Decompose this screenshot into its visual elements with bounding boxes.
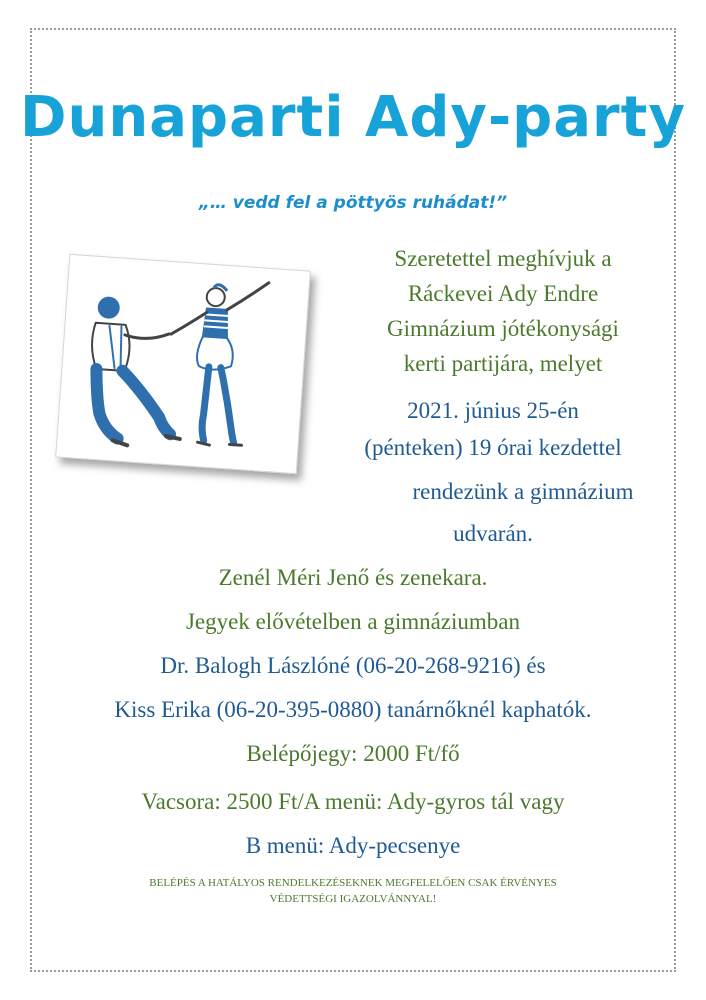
event-venue-line-1: rendezünk a gimnázium [412,479,634,504]
event-date: 2021. június 25-én [407,398,579,423]
dancing-couple-illustration [55,254,311,474]
invitation-line-1: Szeretettel meghívjuk a [394,246,612,271]
invitation-line-4: kerti partijára, melyet [403,351,603,376]
menu-b: B menü: Ady-pecsenye [245,833,461,858]
dancing-couple-drawing [56,255,310,473]
entry-notice-line-1: BELÉPÉS A HATÁLYOS RENDELKEZÉSEKNEK MEGFELELŐEN CSAK ÉRVÉNYES [149,877,557,889]
dinner-price: Vacsora: 2500 Ft/A menü: Ady-gyros tál vagy [141,789,565,814]
invitation-line-3: Gimnázium jótékonysági [387,316,619,341]
man-figure [85,296,189,449]
event-start-time: (pénteken) 19 órai kezdettel [364,435,622,460]
event-venue-line-2: udvarán. [453,521,533,546]
tickets-intro: Jegyek elővételben a gimnáziumban [185,609,521,634]
ticket-contact-1: Dr. Balogh Lászlóné (06-20-268-9216) és [160,653,546,678]
entry-notice [60,875,646,907]
woman-figure [164,276,269,448]
invitation-line-2: Ráckevei Ady Endre [407,281,599,306]
music-info: Zenél Méri Jenő és zenekara. [218,565,488,590]
entry-notice-line-2: VÉDETTSÉGI IGAZOLVÁNNYAL! [269,893,437,905]
ticket-contact-2: Kiss Erika (06-20-395-0880) tanárnőknél kaphatók. [114,697,592,722]
entry-price: Belépőjegy: 2000 Ft/fő [246,741,460,766]
event-title: Dunaparti Ady-party [20,85,686,150]
event-subtitle: „… vedd fel a pöttyös ruhádat!” [198,193,508,213]
